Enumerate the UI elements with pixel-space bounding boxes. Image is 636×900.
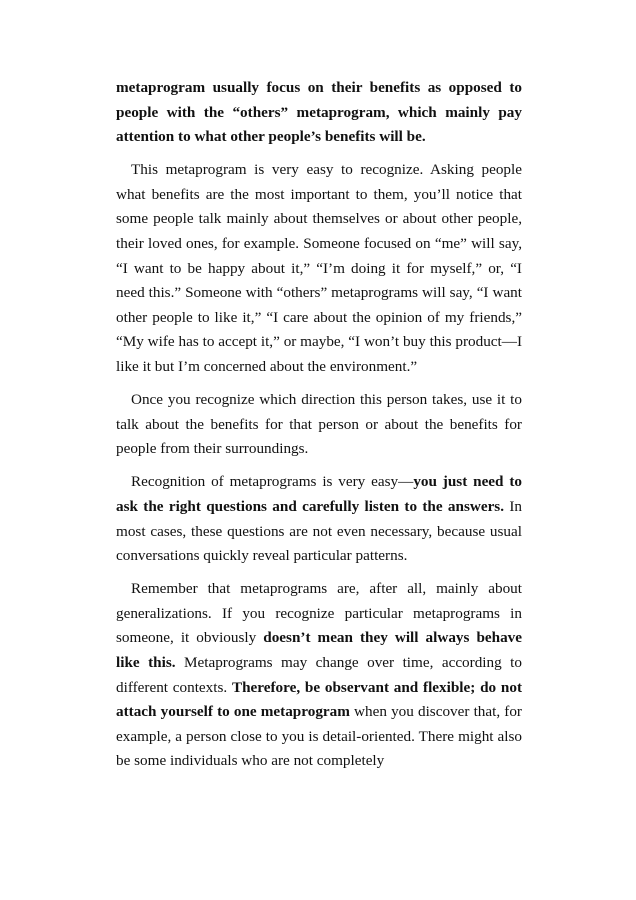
paragraph-3 [116, 388, 522, 462]
paragraph-5-bold-run-2: Therefore, be observant and flexible; do not attach yourself to one metaprogram [116, 678, 522, 721]
paragraph-5-bold-run-1: doesn’t mean they will always behave like this. [116, 629, 523, 672]
paragraph-5-text-run-2: Metaprograms may change over time, according to different contexts. [116, 654, 522, 696]
paragraph-5-text-run-1: Remember that metaprograms are, after all, mainly about generalizations. If you recognize particular metaprograms in someone, it obviously [116, 580, 522, 647]
paragraph-2 [116, 158, 522, 379]
document-page [116, 76, 522, 783]
paragraph-1-bold-run: metaprogram usually focus on their benefits as opposed to people with the “others” metaprogram, which mainly pay attention to what other people’s benefits will be. [116, 79, 522, 146]
paragraph-4-text-run-1: Recognition of metaprograms is very easy— [131, 473, 414, 491]
paragraph-5 [116, 577, 522, 774]
paragraph-1 [116, 76, 522, 150]
paragraph-4-bold-run: you just need to ask the right questions and carefully listen to the answers. [116, 473, 522, 515]
paragraph-4-text-run-2: In most cases, these questions are not even necessary, because usual conversations quickly reveal particular patterns. [116, 498, 522, 565]
paragraph-5-text-run-3: when you discover that, for example, a person close to you is detail-oriented. There might also be some individuals who are not completely [116, 703, 522, 770]
paragraph-2-text: This metaprogram is very easy to recognize. Asking people what benefits are the most important to them, you’ll notice that some people talk mainly about themselves or about other people, their loved ones, for example. Someone focused on “me” will say, “I want to be happy about it,” “I’m doing it for myself,” or, “I need this.” Someone with “others” metaprograms will say, “I want other people to like it,” “I care about the opinion of my friends,” “My wife has to accept it,” or maybe, “I won’t buy this product—I like it but I’m concerned about the environment.” [116, 161, 522, 376]
paragraph-3-text: Once you recognize which direction this person takes, use it to talk about the benefits for that person or about the benefits for people from their surroundings. [116, 391, 522, 458]
paragraph-4 [116, 470, 522, 568]
